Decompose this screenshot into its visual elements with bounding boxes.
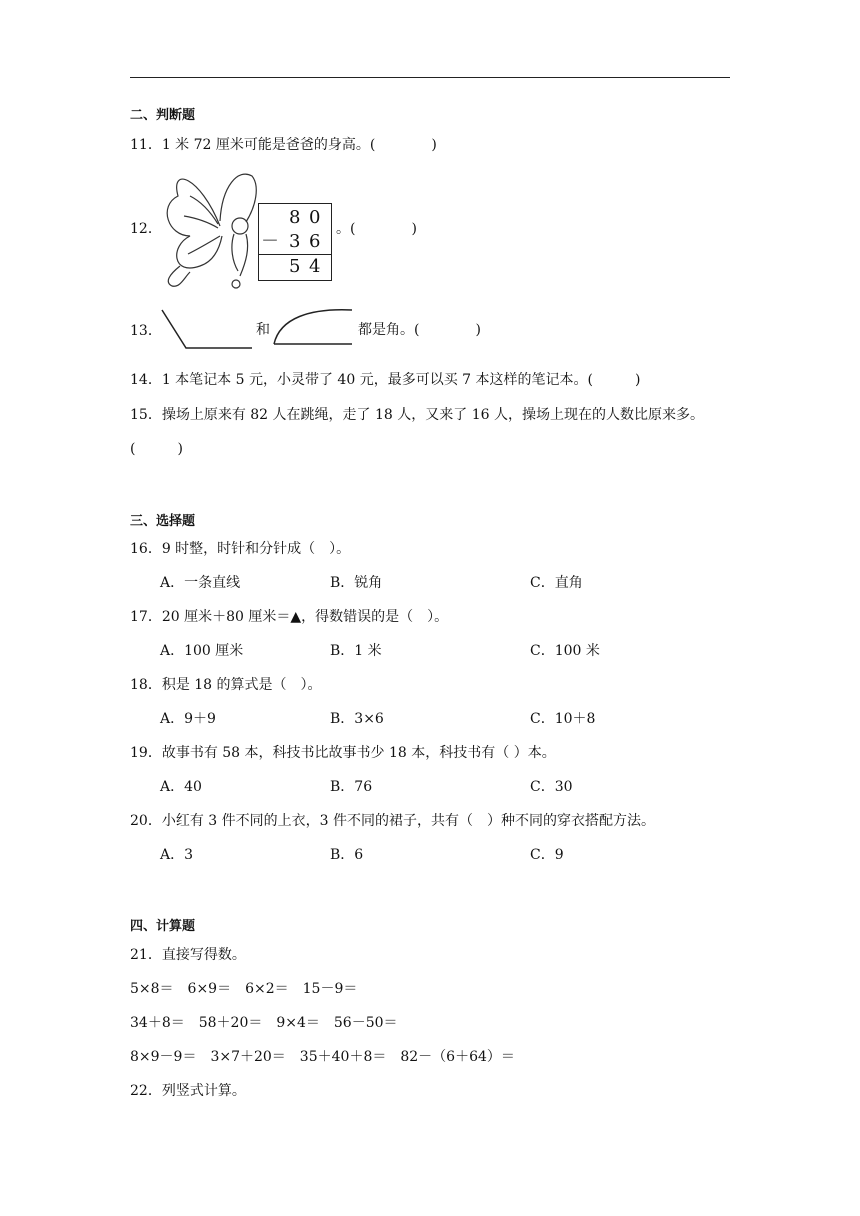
question-17: 17．20 厘米＋80 厘米＝▲，得数错误的是（ ）。 xyxy=(130,609,449,625)
option-a: A．100 厘米 xyxy=(160,643,244,659)
digit: 4 xyxy=(309,256,321,277)
question-19: 19．故事书有 58 本，科技书比故事书少 18 本，科技书有（ ）本。 xyxy=(130,745,556,761)
question-18: 18．积是 18 的算式是（ ）。 xyxy=(130,677,322,693)
option-b: B．1 米 xyxy=(330,643,382,659)
option-b: B．3×6 xyxy=(330,711,384,727)
header-rule xyxy=(130,77,730,78)
section-choice-heading: 三、选择题 xyxy=(130,514,196,529)
digit: 0 xyxy=(309,207,321,228)
digit: 5 xyxy=(289,256,301,277)
question-16: 16．9 时整，时针和分针成（ ）。 xyxy=(130,541,351,557)
option-a: A．3 xyxy=(160,847,194,863)
result-line xyxy=(259,254,331,255)
question-15-line2: ( ) xyxy=(130,441,183,457)
option-b: B．76 xyxy=(330,779,373,795)
calc-row-2: 34＋8＝ 58＋20＝ 9×4＝ 56－50＝ xyxy=(130,1015,398,1031)
option-c: C．9 xyxy=(530,847,564,863)
question-20: 20．小红有 3 件不同的上衣，3 件不同的裙子，共有（ ）种不同的穿衣搭配方法。 xyxy=(130,813,655,829)
option-b: B．6 xyxy=(330,847,364,863)
digit: 3 xyxy=(289,231,301,252)
minus-sign: － xyxy=(261,231,279,252)
angle-figure xyxy=(160,306,256,352)
question-12-tail: 。( ) xyxy=(336,221,417,237)
section-judge-heading: 二、判断题 xyxy=(130,108,196,123)
question-22: 22．列竖式计算。 xyxy=(130,1083,246,1099)
question-21: 21．直接写得数。 xyxy=(130,947,246,963)
calc-row-1: 5×8＝ 6×9＝ 6×2＝ 15－9＝ xyxy=(130,981,358,997)
question-13-tail: 都是角。( ) xyxy=(358,322,481,338)
digit: 6 xyxy=(309,231,321,252)
question-11: 11．1 米 72 厘米可能是爸爸的身高。( ) xyxy=(130,137,437,153)
digit: 8 xyxy=(289,207,301,228)
option-c: C．直角 xyxy=(530,575,583,591)
question-13-number: 13． xyxy=(130,323,162,339)
option-c: C．100 米 xyxy=(530,643,600,659)
curve-figure xyxy=(270,304,356,348)
option-a: A．9＋9 xyxy=(160,711,216,727)
option-a: A．一条直线 xyxy=(160,575,241,591)
option-b: B．锐角 xyxy=(330,575,383,591)
option-c: C．30 xyxy=(530,779,573,795)
butterfly-illustration xyxy=(160,166,260,290)
calc-row-3: 8×9－9＝ 3×7＋20＝ 35＋40＋8＝ 82－（6＋64）＝ xyxy=(130,1049,515,1065)
question-15-line1: 15．操场上原来有 82 人在跳绳，走了 18 人，又来了 16 人，操场上现在的人数比原来多。 xyxy=(130,407,704,423)
question-13-and: 和 xyxy=(256,322,270,338)
section-calc-heading: 四、计算题 xyxy=(130,919,196,934)
subtraction-box xyxy=(258,203,332,281)
question-12-number: 12． xyxy=(130,221,162,237)
option-a: A．40 xyxy=(160,779,202,795)
option-c: C．10＋8 xyxy=(530,711,596,727)
question-14: 14．1 本笔记本 5 元，小灵带了 40 元，最多可以买 7 本这样的笔记本。( ) xyxy=(130,372,641,388)
